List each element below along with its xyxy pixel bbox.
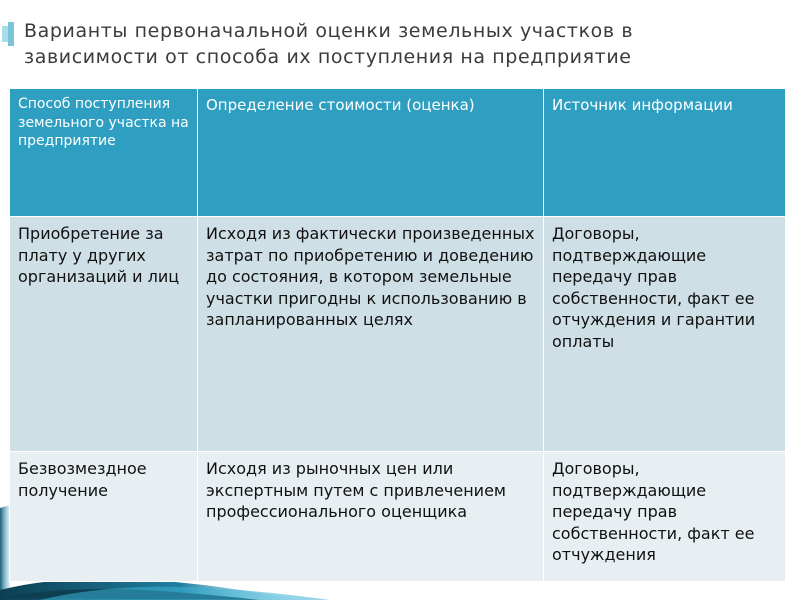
table-cell-method: Приобретение за плату у других организаций и лиц — [10, 217, 198, 452]
header-cost-determination: Определение стоимости (оценка) — [198, 89, 544, 217]
table-cell-valuation: Исходя из фактически произведенных затрат по приобретению и доведению до состояния, в котором земельные участки пригодны к использованию в запланированных целях — [198, 217, 544, 452]
header-information-source: Источник информации — [544, 89, 786, 217]
header-acquisition-method: Способ поступления земельного участка на предприятие — [10, 89, 198, 217]
table-cell-source: Договоры, подтверждающие передачу прав собственности, факт ее отчуждения и гарантии оплаты — [544, 217, 786, 452]
table-header-row — [10, 89, 786, 217]
table-row — [10, 217, 786, 452]
title-ornament-icon — [2, 22, 14, 46]
table-cell-method: Безвозмездное получение — [10, 452, 198, 582]
slide-title: Варианты первоначальной оценки земельных участков в зависимости от способа их поступления на предприятие — [24, 20, 634, 68]
table-row — [10, 452, 786, 582]
table-cell-valuation: Исходя из рыночных цен или экспертным путем с привлечением профессионального оценщика — [198, 452, 544, 582]
table-cell-source: Договоры, подтверждающие передачу прав собственности, факт ее отчуждения — [544, 452, 786, 582]
valuation-table — [9, 88, 786, 582]
